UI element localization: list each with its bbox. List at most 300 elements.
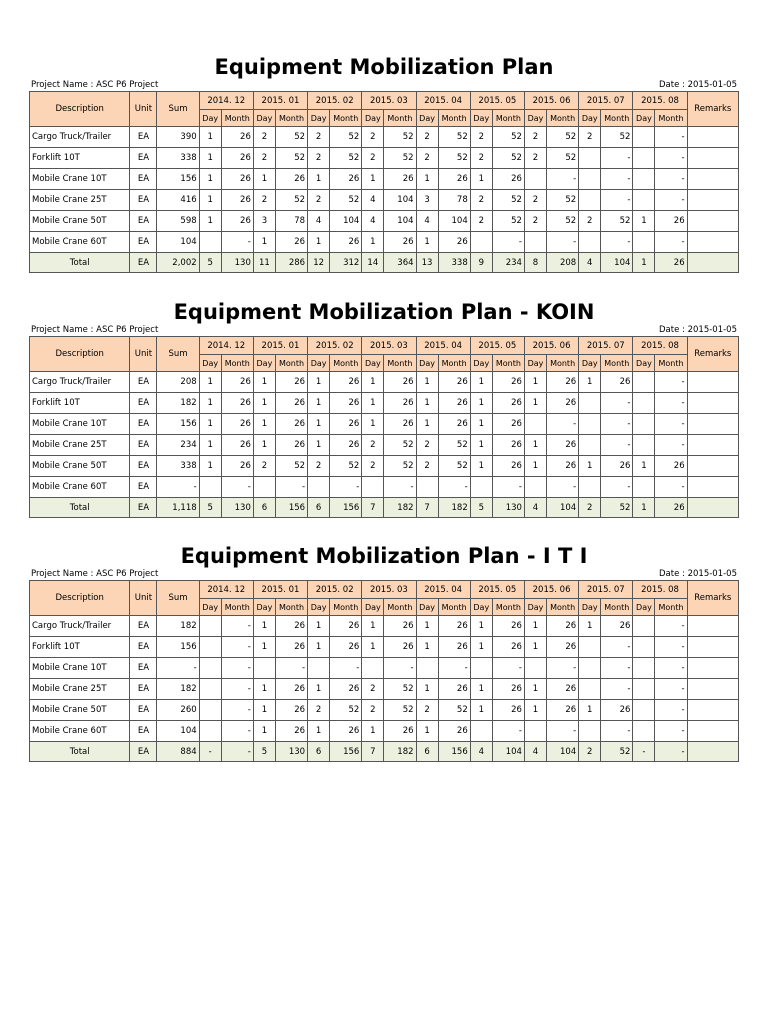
month-cell: 26 (547, 637, 579, 658)
header-month: 2014. 12 (199, 581, 253, 599)
total-day-cell: 4 (470, 742, 492, 762)
day-cell (524, 232, 546, 253)
day-cell: 1 (470, 393, 492, 414)
remarks-cell (687, 127, 738, 148)
day-cell: 2 (253, 148, 275, 169)
month-cell: 26 (330, 721, 362, 742)
total-day-cell: 7 (362, 742, 384, 762)
day-cell: 3 (416, 190, 438, 211)
day-cell (633, 435, 655, 456)
header-description: Description (30, 92, 130, 127)
equipment-sum: 104 (157, 721, 199, 742)
section-title: Equipment Mobilization Plan (214, 55, 554, 79)
day-cell: 1 (308, 435, 330, 456)
total-month-cell: - (655, 742, 687, 762)
month-cell: - (601, 658, 633, 679)
month-cell: - (601, 637, 633, 658)
header-row-months (30, 581, 739, 599)
total-day-cell: 6 (308, 742, 330, 762)
month-cell: 78 (438, 190, 470, 211)
header-day: Day (633, 355, 655, 372)
equipment-unit: EA (130, 679, 157, 700)
day-cell: 3 (253, 211, 275, 232)
total-month-cell: 338 (438, 253, 470, 273)
month-cell: 26 (330, 232, 362, 253)
day-cell (524, 721, 546, 742)
header-month: 2015. 06 (524, 337, 578, 355)
day-cell: 1 (470, 679, 492, 700)
day-cell (633, 721, 655, 742)
day-cell: 2 (524, 148, 546, 169)
remarks-cell (687, 372, 738, 393)
day-cell: 1 (308, 169, 330, 190)
month-cell: - (655, 232, 687, 253)
header-day: Day (633, 599, 655, 616)
day-cell (199, 658, 221, 679)
day-cell: 2 (308, 700, 330, 721)
day-cell (416, 477, 438, 498)
header-month-count: Month (492, 355, 524, 372)
header-month-count: Month (655, 599, 687, 616)
day-cell: 1 (633, 456, 655, 477)
header-day: Day (199, 599, 221, 616)
section-info-bar (29, 80, 739, 91)
day-cell: 1 (579, 372, 601, 393)
total-day-cell: 14 (362, 253, 384, 273)
day-cell: 1 (362, 169, 384, 190)
header-month: 2015. 06 (524, 581, 578, 599)
header-month: 2014. 12 (199, 337, 253, 355)
header-day: Day (579, 110, 601, 127)
header-day: Day (308, 355, 330, 372)
day-cell (579, 414, 601, 435)
month-cell: 26 (221, 211, 253, 232)
month-cell: 26 (330, 679, 362, 700)
day-cell: 1 (199, 456, 221, 477)
header-description: Description (30, 337, 130, 372)
day-cell: 2 (470, 190, 492, 211)
day-cell (199, 637, 221, 658)
total-day-cell: 4 (579, 253, 601, 273)
day-cell: 1 (362, 393, 384, 414)
month-cell: - (438, 477, 470, 498)
day-cell: 1 (524, 456, 546, 477)
month-cell: 52 (547, 148, 579, 169)
header-unit: Unit (130, 337, 157, 372)
day-cell: 4 (308, 211, 330, 232)
total-day-cell: 4 (524, 742, 546, 762)
day-cell: 1 (416, 637, 438, 658)
remarks-cell (687, 435, 738, 456)
equipment-sum: 598 (157, 211, 199, 232)
month-cell: 52 (384, 679, 416, 700)
day-cell: 2 (362, 435, 384, 456)
equipment-sum: 156 (157, 414, 199, 435)
section-title: Equipment Mobilization Plan - KOIN (173, 300, 595, 324)
month-cell: 52 (438, 127, 470, 148)
total-sum: 2,002 (157, 253, 199, 273)
day-cell (470, 658, 492, 679)
total-month-cell: - (221, 742, 253, 762)
month-cell: - (655, 700, 687, 721)
month-cell: 52 (547, 127, 579, 148)
day-cell: 2 (362, 148, 384, 169)
month-cell: 26 (492, 372, 524, 393)
day-cell: 1 (199, 435, 221, 456)
header-month: 2015. 03 (362, 92, 416, 110)
header-day: Day (362, 599, 384, 616)
month-cell: - (655, 372, 687, 393)
header-month-count: Month (492, 599, 524, 616)
header-month-count: Month (275, 355, 307, 372)
day-cell: 1 (199, 127, 221, 148)
day-cell: 2 (416, 127, 438, 148)
header-month-count: Month (330, 599, 362, 616)
header-day: Day (524, 355, 546, 372)
header-sum: Sum (157, 581, 199, 616)
day-cell: 1 (199, 211, 221, 232)
equipment-unit: EA (130, 700, 157, 721)
section-title: Equipment Mobilization Plan - I T I (180, 544, 588, 568)
month-cell: 26 (221, 414, 253, 435)
header-month: 2015. 07 (579, 92, 633, 110)
month-cell: - (655, 127, 687, 148)
header-month: 2015. 01 (253, 337, 307, 355)
month-cell: 78 (275, 211, 307, 232)
day-cell: 1 (416, 721, 438, 742)
month-cell: - (330, 658, 362, 679)
total-day-cell: 6 (416, 742, 438, 762)
month-cell: 26 (601, 700, 633, 721)
day-cell: 2 (470, 148, 492, 169)
remarks-cell (687, 679, 738, 700)
month-cell: - (655, 148, 687, 169)
day-cell: 1 (308, 414, 330, 435)
month-cell: - (492, 721, 524, 742)
table-row (30, 127, 739, 148)
day-cell (199, 700, 221, 721)
table-body (30, 127, 739, 273)
header-sum: Sum (157, 92, 199, 127)
header-month: 2015. 06 (524, 92, 578, 110)
day-cell: 1 (308, 616, 330, 637)
total-row (30, 498, 739, 518)
day-cell: 2 (253, 456, 275, 477)
month-cell: - (655, 679, 687, 700)
table-row (30, 456, 739, 477)
day-cell (633, 616, 655, 637)
section-info-bar (29, 325, 739, 336)
day-cell (633, 393, 655, 414)
table-header (30, 581, 739, 616)
project-name: Project Name : ASC P6 Project (31, 569, 159, 579)
total-remarks-cell (687, 253, 738, 273)
day-cell (199, 616, 221, 637)
day-cell (579, 148, 601, 169)
total-day-cell: - (633, 742, 655, 762)
month-cell: 26 (330, 435, 362, 456)
month-cell: 26 (221, 169, 253, 190)
total-day-cell: 2 (579, 742, 601, 762)
header-month-count: Month (275, 110, 307, 127)
month-cell: 52 (601, 127, 633, 148)
total-unit: EA (130, 498, 157, 518)
header-day: Day (524, 599, 546, 616)
equipment-sum: 182 (157, 393, 199, 414)
mobilization-table (29, 91, 739, 273)
table-row (30, 393, 739, 414)
header-month-count: Month (221, 355, 253, 372)
equipment-sum: 416 (157, 190, 199, 211)
day-cell: 1 (199, 148, 221, 169)
equipment-sum: - (157, 658, 199, 679)
header-month-count: Month (384, 599, 416, 616)
table-row (30, 616, 739, 637)
header-month: 2015. 02 (308, 92, 362, 110)
day-cell: 2 (362, 456, 384, 477)
month-cell: 104 (330, 211, 362, 232)
equipment-description: Mobile Crane 10T (30, 658, 130, 679)
total-day-cell: 11 (253, 253, 275, 273)
equipment-description: Cargo Truck/Trailer (30, 616, 130, 637)
month-cell: 52 (547, 190, 579, 211)
day-cell: 1 (470, 169, 492, 190)
day-cell (199, 721, 221, 742)
mobilization-table (29, 336, 739, 518)
day-cell: 4 (362, 190, 384, 211)
day-cell (199, 477, 221, 498)
day-cell: 1 (524, 435, 546, 456)
day-cell: 2 (579, 127, 601, 148)
header-row-months (30, 337, 739, 355)
day-cell (524, 477, 546, 498)
equipment-description: Mobile Crane 25T (30, 435, 130, 456)
month-cell: - (601, 721, 633, 742)
mobilization-table (29, 580, 739, 762)
equipment-description: Mobile Crane 50T (30, 700, 130, 721)
remarks-cell (687, 211, 738, 232)
total-label: Total (30, 253, 130, 273)
equipment-unit: EA (130, 211, 157, 232)
equipment-description: Mobile Crane 50T (30, 211, 130, 232)
day-cell (308, 477, 330, 498)
month-cell: - (492, 658, 524, 679)
month-cell: - (655, 658, 687, 679)
month-cell: - (492, 477, 524, 498)
remarks-cell (687, 169, 738, 190)
month-cell: 26 (275, 700, 307, 721)
month-cell: 26 (384, 637, 416, 658)
month-cell: 26 (275, 637, 307, 658)
month-cell: 26 (547, 393, 579, 414)
header-day: Day (308, 599, 330, 616)
day-cell (362, 658, 384, 679)
header-month-count: Month (330, 110, 362, 127)
month-cell: 26 (330, 616, 362, 637)
day-cell (579, 435, 601, 456)
equipment-description: Forklift 10T (30, 637, 130, 658)
month-cell: - (655, 637, 687, 658)
day-cell: 1 (524, 372, 546, 393)
header-month: 2015. 05 (470, 581, 524, 599)
day-cell: 2 (362, 700, 384, 721)
equipment-unit: EA (130, 127, 157, 148)
day-cell: 1 (579, 616, 601, 637)
total-month-cell: 104 (492, 742, 524, 762)
month-cell: 26 (601, 372, 633, 393)
day-cell: 1 (470, 435, 492, 456)
header-day: Day (470, 110, 492, 127)
header-month-count: Month (655, 355, 687, 372)
month-cell: 52 (275, 456, 307, 477)
day-cell: 1 (253, 169, 275, 190)
month-cell: 26 (438, 414, 470, 435)
month-cell: 26 (330, 637, 362, 658)
month-cell: 26 (492, 700, 524, 721)
day-cell (308, 658, 330, 679)
month-cell: - (330, 477, 362, 498)
equipment-description: Cargo Truck/Trailer (30, 127, 130, 148)
header-day: Day (416, 599, 438, 616)
month-cell: 26 (492, 414, 524, 435)
total-month-cell: 130 (221, 498, 253, 518)
equipment-unit: EA (130, 148, 157, 169)
header-month-count: Month (330, 355, 362, 372)
plan-section-overall (29, 54, 739, 273)
header-day: Day (524, 110, 546, 127)
equipment-unit: EA (130, 190, 157, 211)
month-cell: 26 (275, 414, 307, 435)
month-cell: - (221, 679, 253, 700)
remarks-cell (687, 393, 738, 414)
day-cell (199, 232, 221, 253)
day-cell: 1 (199, 393, 221, 414)
equipment-sum: 338 (157, 148, 199, 169)
equipment-sum: 338 (157, 456, 199, 477)
month-cell: - (601, 232, 633, 253)
month-cell: 26 (221, 127, 253, 148)
month-cell: - (275, 477, 307, 498)
month-cell: 52 (547, 211, 579, 232)
header-month-count: Month (384, 355, 416, 372)
day-cell (633, 148, 655, 169)
day-cell: 1 (362, 414, 384, 435)
table-row (30, 679, 739, 700)
day-cell: 1 (416, 616, 438, 637)
equipment-description: Forklift 10T (30, 393, 130, 414)
header-month: 2014. 12 (199, 92, 253, 110)
day-cell: 1 (524, 679, 546, 700)
remarks-cell (687, 721, 738, 742)
remarks-cell (687, 148, 738, 169)
month-cell: 26 (221, 190, 253, 211)
total-day-cell: 1 (633, 253, 655, 273)
day-cell: 1 (416, 393, 438, 414)
month-cell: 26 (330, 169, 362, 190)
day-cell (579, 190, 601, 211)
month-cell: 52 (438, 435, 470, 456)
header-day: Day (362, 355, 384, 372)
day-cell: 1 (308, 721, 330, 742)
project-name: Project Name : ASC P6 Project (31, 80, 159, 90)
table-body (30, 616, 739, 762)
total-row (30, 253, 739, 273)
header-month-count: Month (547, 599, 579, 616)
plan-section-koin (29, 299, 739, 518)
total-day-cell: 2 (579, 498, 601, 518)
day-cell (579, 477, 601, 498)
month-cell: - (438, 658, 470, 679)
month-cell: - (547, 477, 579, 498)
equipment-description: Forklift 10T (30, 148, 130, 169)
month-cell: - (601, 190, 633, 211)
header-month: 2015. 01 (253, 92, 307, 110)
day-cell (579, 658, 601, 679)
month-cell: 52 (275, 190, 307, 211)
day-cell: 2 (416, 148, 438, 169)
header-month-count: Month (438, 599, 470, 616)
table-row (30, 414, 739, 435)
day-cell (633, 232, 655, 253)
month-cell: 26 (221, 372, 253, 393)
month-cell: 26 (547, 700, 579, 721)
month-cell: 26 (275, 721, 307, 742)
day-cell (253, 477, 275, 498)
month-cell: 52 (330, 190, 362, 211)
day-cell: 1 (308, 679, 330, 700)
total-month-cell: 156 (275, 498, 307, 518)
header-sum: Sum (157, 337, 199, 372)
day-cell: 2 (308, 456, 330, 477)
day-cell (579, 393, 601, 414)
month-cell: 26 (275, 393, 307, 414)
equipment-sum: 208 (157, 372, 199, 393)
header-day: Day (253, 355, 275, 372)
month-cell: 26 (601, 616, 633, 637)
day-cell (524, 658, 546, 679)
total-month-cell: 130 (221, 253, 253, 273)
remarks-cell (687, 700, 738, 721)
month-cell: 26 (275, 169, 307, 190)
table-row (30, 658, 739, 679)
month-cell: 52 (384, 435, 416, 456)
header-remarks: Remarks (687, 337, 738, 372)
day-cell: 2 (416, 435, 438, 456)
header-month-count: Month (547, 110, 579, 127)
day-cell (579, 169, 601, 190)
month-cell: - (221, 616, 253, 637)
month-cell: - (601, 679, 633, 700)
total-month-cell: 312 (330, 253, 362, 273)
header-month-count: Month (221, 110, 253, 127)
total-day-cell: 6 (253, 498, 275, 518)
day-cell: 1 (470, 372, 492, 393)
equipment-unit: EA (130, 637, 157, 658)
remarks-cell (687, 414, 738, 435)
header-month: 2015. 01 (253, 581, 307, 599)
month-cell: - (655, 616, 687, 637)
header-month-count: Month (492, 110, 524, 127)
equipment-unit: EA (130, 477, 157, 498)
remarks-cell (687, 232, 738, 253)
month-cell: 26 (492, 637, 524, 658)
table-body (30, 372, 739, 518)
header-month-count: Month (601, 355, 633, 372)
day-cell: 1 (416, 414, 438, 435)
header-month: 2015. 08 (633, 581, 687, 599)
day-cell: 1 (470, 456, 492, 477)
equipment-description: Mobile Crane 25T (30, 190, 130, 211)
